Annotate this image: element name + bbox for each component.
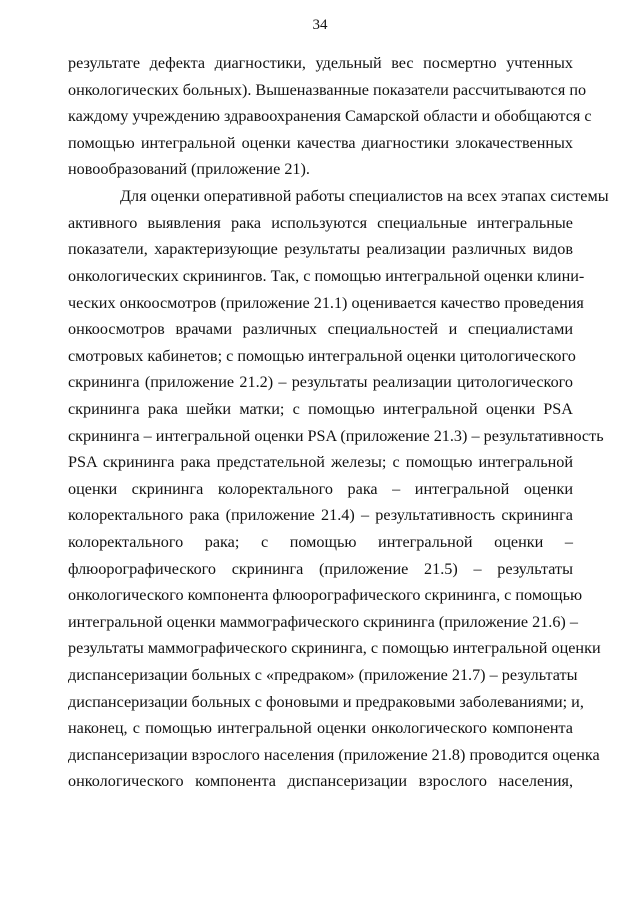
text-line: результате дефекта диагностики, удельный вес посмертно учтенных [68, 54, 573, 72]
text-line: флюорографического скрининга (приложение 21.5) – результаты [68, 560, 573, 578]
text-line: онкологического компонента диспансеризации взрослого населения, [68, 772, 573, 790]
text-line: интегральной оценки маммографического скрининга (приложение 21.6) – [68, 613, 578, 631]
text-line: скрининга – интегральной оценки PSA (приложение 21.3) – результативность [68, 427, 604, 445]
text-line: помощью интегральной оценки качества диагностики злокачественных [68, 134, 573, 152]
text-line: активного выявления рака используются специальные интегральные [68, 214, 573, 232]
text-line: колоректального рака; с помощью интегральной оценки – [68, 533, 573, 551]
text-line: ческих онкоосмотров (приложение 21.1) оценивается качество проведения [68, 294, 584, 312]
text-line: новообразований (приложение 21). [68, 160, 310, 178]
text-line: каждому учреждению здравоохранения Самарской области и обобщаются с [68, 107, 592, 125]
text-line: наконец, с помощью интегральной оценки онкологического компонента [68, 719, 573, 737]
text-line: онкологического компонента флюорографического скрининга, с помощью [68, 586, 583, 604]
text-line: диспансеризации взрослого населения (приложение 21.8) проводится оценка [68, 746, 600, 764]
text-line: диспансеризации больных с фоновыми и предраковыми заболеваниями; и, [68, 693, 584, 711]
text-line: PSA скрининга рака предстательной железы; с помощью интегральной [68, 453, 573, 471]
text-line: скрининга (приложение 21.2) – результаты реализации цитологического [68, 373, 573, 391]
text-line: смотровых кабинетов; с помощью интегральной оценки цитологического [68, 347, 576, 365]
text-line: скрининга рака шейки матки; с помощью интегральной оценки PSA [68, 400, 573, 418]
text-line: показатели, характеризующие результаты реализации различных видов [68, 240, 573, 258]
text-line: Для оценки оперативной работы специалистов на всех этапах системы [120, 187, 609, 205]
text-line: онкоосмотров врачами различных специальностей и специалистами [68, 320, 573, 338]
page-number: 34 [312, 17, 328, 33]
text-line: онкологических скринингов. Так, с помощью интегральной оценки клини- [68, 267, 585, 285]
text-line: оценки скрининга колоректального рака – интегральной оценки [68, 480, 573, 498]
text-line: онкологических больных). Вышеназванные показатели рассчитываются по [68, 81, 587, 99]
text-line: диспансеризации больных с «предраком» (приложение 21.7) – результаты [68, 666, 578, 684]
text-line: колоректального рака (приложение 21.4) – результативность скрининга [68, 506, 573, 524]
text-line: результаты маммографического скрининга, с помощью интегральной оценки [68, 639, 601, 657]
